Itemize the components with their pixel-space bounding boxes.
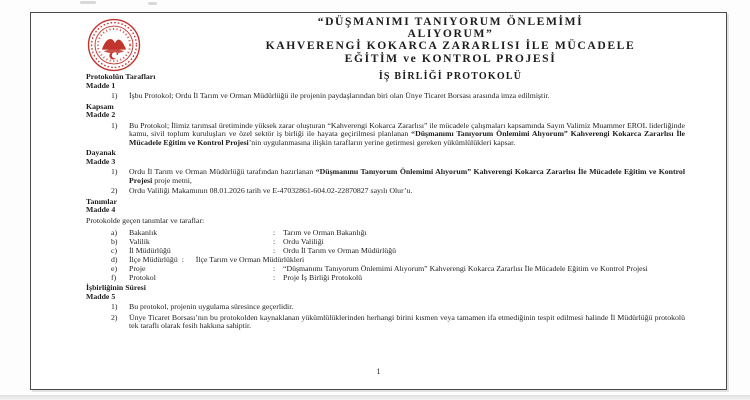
- item-number: 1): [111, 120, 118, 130]
- item-text: Ordu Valiliği Makamının 08.01.2026 tarih ve E-47032861-604.02-22870827 sayılı Olur’u.: [129, 186, 413, 195]
- definition-row: [111, 273, 685, 282]
- item-number: 2): [111, 186, 118, 195]
- madde-label: Madde 3: [86, 156, 116, 166]
- section-kapsam: [86, 103, 685, 148]
- item-text: [129, 122, 685, 148]
- list-item: [111, 303, 685, 312]
- madde-label: Madde 5: [86, 291, 116, 301]
- definition-colon: :: [273, 273, 276, 282]
- section-heading: İşbirliğinin Süresi: [86, 283, 146, 292]
- scan-edge-shadow: [0, 395, 750, 400]
- item-text-regular: ’nin uygulanmasına ilişkin tarafların yerine getirmesi gereken yükümlülükleri kapsar.: [248, 137, 516, 147]
- definition-value: “Düşmanımı Tanıyorum Önlemimi Alıyorum” Kahverengi Kokarca Zararlısı İle Mücadele Eğitim ve Kontrol Projesi: [283, 264, 648, 273]
- section-dayanak: [86, 149, 685, 196]
- definition-term: Bakanlık: [129, 228, 158, 237]
- definition-letter: f): [111, 273, 117, 282]
- definition-value: Ordu Valiliği: [283, 237, 324, 246]
- definition-colon: :: [181, 255, 184, 264]
- title-line-2: ALIYORUM”: [407, 27, 494, 41]
- item-number: 1): [111, 302, 118, 311]
- list-item: [111, 122, 685, 148]
- definition-term: Proje: [129, 264, 146, 273]
- definition-value: Ordu İl Tarım ve Orman Müdürlüğü: [283, 246, 396, 255]
- definition-row: [111, 237, 685, 246]
- item-text-regular: Bu Protokol; İlimiz tarımsal üretiminde yüksek zarar oluşturan “Kahverengi Kokarca Zararlısı” ile mücadele çalışmaları kapsamında Sayın Valimiz Muammer EROL liderliğinde kamu, sivil toplum kuruluşları ve özel sektör iş birliği ile hayata geçirilmesi planlanan: [129, 120, 685, 138]
- definition-term: İlçe Müdürlüğü: [129, 255, 178, 264]
- document-subtitle: İŞ BİRLİĞİ PROTOKOLÜ: [378, 70, 523, 82]
- title-line-1: “DÜŞMANIMI TANIYORUM ÖNLEMİMİ: [317, 15, 584, 28]
- document-title-block: [144, 16, 685, 82]
- page-number: 1: [376, 366, 381, 376]
- definition-colon: :: [273, 237, 276, 246]
- section-isbirliginin-suresi: [86, 284, 685, 331]
- item-text-regular: Ordu İl Tarım ve Orman Müdürlüğü tarafından hazırlanan: [129, 167, 316, 176]
- definition-value: Tarım ve Orman Bakanlığı: [283, 228, 367, 237]
- definition-term: Valilik: [129, 237, 150, 246]
- scan-artifact: [148, 2, 157, 5]
- definition-letter: e): [111, 264, 118, 273]
- ministry-seal-icon: [86, 17, 142, 73]
- item-text: [129, 168, 685, 185]
- title-line-3: KAHVERENGİ KOKARCA ZARARLISI İLE MÜCADELE: [265, 39, 636, 53]
- scan-artifact: [80, 1, 96, 4]
- document-page: [30, 12, 727, 390]
- list-item: [111, 92, 685, 101]
- section-heading: Tanımlar: [86, 196, 117, 206]
- definition-letter: a): [111, 228, 118, 237]
- definition-row: [111, 264, 685, 273]
- list-item: [111, 314, 685, 331]
- section-heading: Kapsam: [86, 101, 114, 111]
- item-number: 2): [111, 312, 118, 322]
- definition-term: Protokol: [129, 273, 156, 282]
- definition-letter: b): [111, 237, 118, 246]
- item-number: 1): [111, 91, 118, 100]
- item-text: Bu protokol, projenin uygulama süresince geçerlidir.: [129, 302, 294, 311]
- definition-colon: :: [273, 228, 276, 237]
- definitions-list: [111, 228, 685, 282]
- definition-row: [111, 228, 685, 237]
- item-number: 1): [111, 167, 118, 176]
- item-text-bold: “Düşmanımı Tanıyorum Önlemimi Alıyorum” Kahverengi Kokarca Zararlısı İle Mücadele Eğitim ve Kontrol Projesi: [129, 167, 685, 185]
- definition-colon: :: [273, 246, 276, 255]
- section-heading: Dayanak: [86, 148, 116, 157]
- list-item: [111, 187, 685, 196]
- definition-row: [111, 255, 685, 264]
- madde-label: Madde 4: [86, 205, 116, 214]
- definition-value: İlçe Tarım ve Orman Müdürlükleri: [195, 255, 305, 264]
- definitions-intro: Protokolde geçen tanımlar ve taraflar:: [86, 215, 205, 225]
- section-heading: Protokolün Tarafları: [86, 72, 156, 81]
- madde-label: Madde 2: [86, 110, 116, 119]
- item-text: İşbu Protokol; Ordu İl Tarım ve Orman Müdürlüğü ile projenin paydaşlarından biri olan Ünye Ticaret Borsası arasında imza edilmiştir.: [129, 91, 550, 100]
- definition-letter: c): [111, 246, 118, 255]
- list-item: [111, 168, 685, 185]
- definition-term: İl Müdürlüğü: [129, 246, 171, 255]
- item-text: Ünye Ticaret Borsası’nın bu protokolden kaynaklanan yükümlülüklerinden herhangi birini kısmen veya tamamen ifa etmediğinin tespit edilmesi halinde İl Müdürlüğü protokolü tek taraflı olarak fesih hakkına sahiptir.: [129, 312, 685, 330]
- ministry-seal-logo: [86, 17, 144, 78]
- definition-letter: d): [111, 255, 118, 264]
- title-line-4: EĞİTİM ve KONTROL PROJESİ: [344, 51, 557, 65]
- madde-label: Madde 1: [86, 80, 116, 90]
- definition-value: Proje İş Birliği Protokolü: [283, 273, 363, 282]
- definition-row: [111, 246, 685, 255]
- item-text-regular: proje metni,: [152, 175, 192, 185]
- document-body: [86, 70, 685, 331]
- section-tanimlar: [86, 198, 685, 283]
- definition-colon: :: [273, 264, 276, 273]
- item-text-bold: “Düşmanımı Tanıyorum Önlemimi Alıyorum” Kahverengi Kokarca Zararlısı İle Mücadele Eğitim ve Kontrol Projesi: [129, 129, 685, 147]
